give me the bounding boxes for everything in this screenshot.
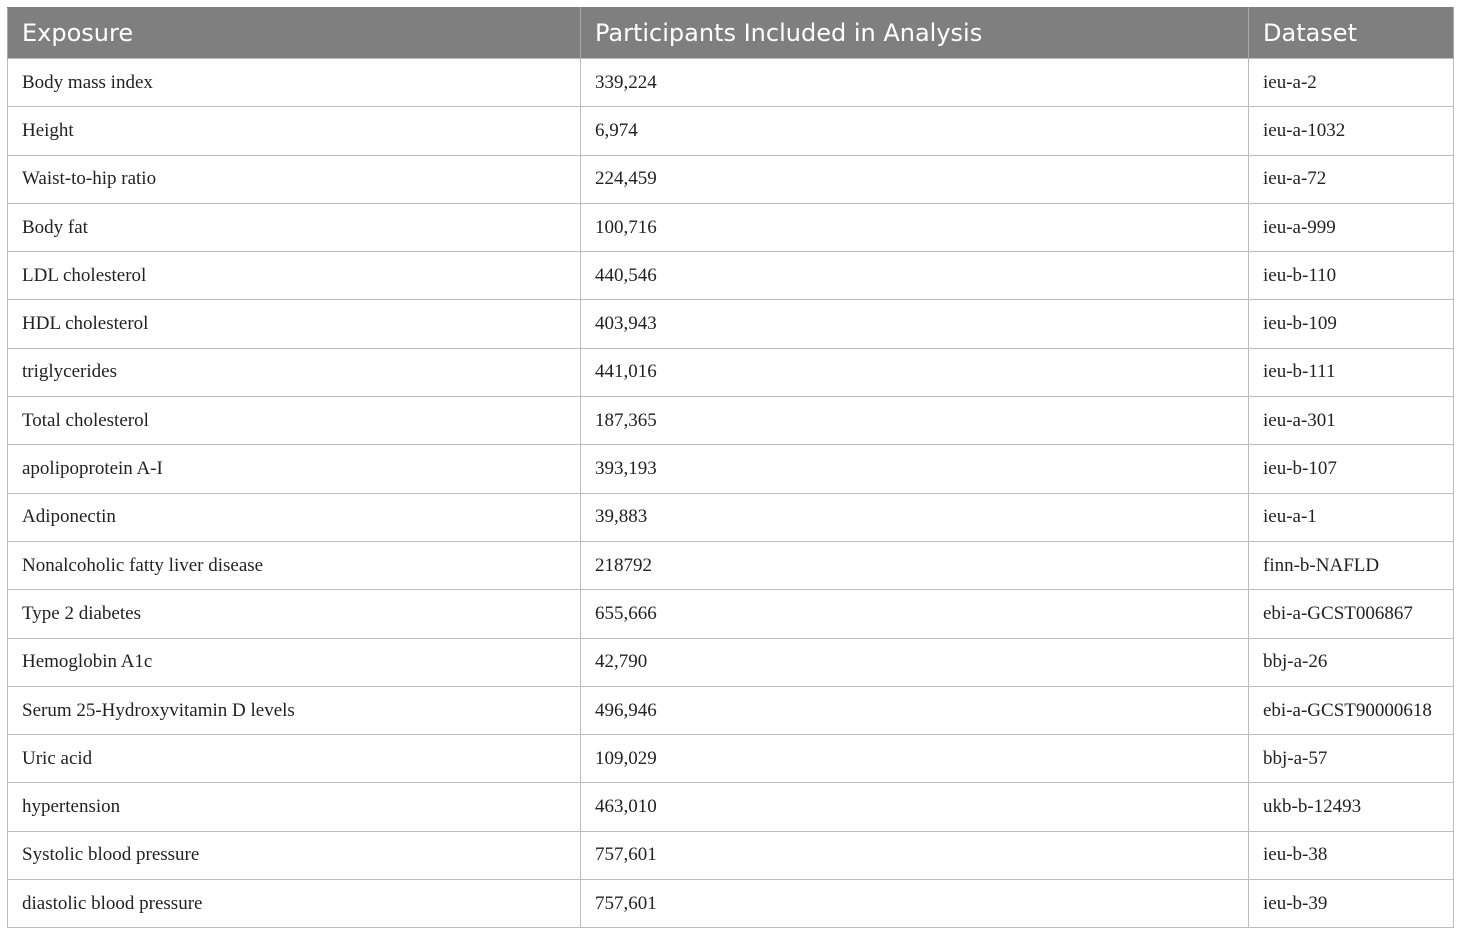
cell-participants: 496,946 bbox=[581, 686, 1249, 734]
table-row bbox=[8, 541, 1454, 589]
cell-exposure: diastolic blood pressure bbox=[8, 880, 581, 928]
table-row bbox=[8, 300, 1454, 348]
table-body bbox=[8, 59, 1454, 928]
cell-dataset: ieu-a-1 bbox=[1249, 493, 1454, 541]
cell-dataset: ieu-b-107 bbox=[1249, 445, 1454, 493]
cell-dataset: ieu-b-38 bbox=[1249, 831, 1454, 879]
cell-exposure: Type 2 diabetes bbox=[8, 590, 581, 638]
cell-dataset: ieu-b-111 bbox=[1249, 348, 1454, 396]
cell-exposure: LDL cholesterol bbox=[8, 252, 581, 300]
cell-exposure: Height bbox=[8, 107, 581, 155]
cell-participants: 42,790 bbox=[581, 638, 1249, 686]
cell-participants: 187,365 bbox=[581, 397, 1249, 445]
cell-participants: 218792 bbox=[581, 541, 1249, 589]
cell-exposure: HDL cholesterol bbox=[8, 300, 581, 348]
cell-dataset: ieu-b-109 bbox=[1249, 300, 1454, 348]
cell-dataset: bbj-a-57 bbox=[1249, 735, 1454, 783]
cell-dataset: ieu-a-72 bbox=[1249, 155, 1454, 203]
cell-dataset: ieu-a-2 bbox=[1249, 59, 1454, 107]
cell-participants: 757,601 bbox=[581, 831, 1249, 879]
cell-participants: 393,193 bbox=[581, 445, 1249, 493]
cell-dataset: ieu-a-1032 bbox=[1249, 107, 1454, 155]
cell-participants: 463,010 bbox=[581, 783, 1249, 831]
cell-exposure: Total cholesterol bbox=[8, 397, 581, 445]
cell-exposure: Body fat bbox=[8, 203, 581, 251]
cell-participants: 100,716 bbox=[581, 203, 1249, 251]
cell-exposure: Adiponectin bbox=[8, 493, 581, 541]
cell-dataset: ebi-a-GCST006867 bbox=[1249, 590, 1454, 638]
table-row bbox=[8, 880, 1454, 928]
cell-participants: 655,666 bbox=[581, 590, 1249, 638]
cell-exposure: hypertension bbox=[8, 783, 581, 831]
table-row bbox=[8, 155, 1454, 203]
cell-exposure: Uric acid bbox=[8, 735, 581, 783]
table-row bbox=[8, 831, 1454, 879]
cell-exposure: Serum 25-Hydroxyvitamin D levels bbox=[8, 686, 581, 734]
table-row bbox=[8, 397, 1454, 445]
cell-exposure: Hemoglobin A1c bbox=[8, 638, 581, 686]
cell-participants: 441,016 bbox=[581, 348, 1249, 396]
cell-dataset: bbj-a-26 bbox=[1249, 638, 1454, 686]
table-row bbox=[8, 252, 1454, 300]
cell-exposure: apolipoprotein A-I bbox=[8, 445, 581, 493]
cell-participants: 339,224 bbox=[581, 59, 1249, 107]
cell-participants: 39,883 bbox=[581, 493, 1249, 541]
table-row bbox=[8, 783, 1454, 831]
cell-participants: 440,546 bbox=[581, 252, 1249, 300]
cell-participants: 224,459 bbox=[581, 155, 1249, 203]
cell-exposure: Systolic blood pressure bbox=[8, 831, 581, 879]
cell-participants: 6,974 bbox=[581, 107, 1249, 155]
exposure-table-container bbox=[7, 7, 1453, 928]
table-header bbox=[8, 8, 1454, 59]
table-row bbox=[8, 590, 1454, 638]
cell-exposure: Waist-to-hip ratio bbox=[8, 155, 581, 203]
cell-dataset: ebi-a-GCST90000618 bbox=[1249, 686, 1454, 734]
cell-participants: 109,029 bbox=[581, 735, 1249, 783]
cell-exposure: triglycerides bbox=[8, 348, 581, 396]
table-row bbox=[8, 107, 1454, 155]
exposure-table bbox=[7, 7, 1454, 928]
cell-participants: 757,601 bbox=[581, 880, 1249, 928]
cell-participants: 403,943 bbox=[581, 300, 1249, 348]
cell-dataset: finn-b-NAFLD bbox=[1249, 541, 1454, 589]
table-row bbox=[8, 203, 1454, 251]
cell-dataset: ukb-b-12493 bbox=[1249, 783, 1454, 831]
table-row bbox=[8, 638, 1454, 686]
table-row bbox=[8, 735, 1454, 783]
cell-dataset: ieu-b-39 bbox=[1249, 880, 1454, 928]
cell-dataset: ieu-a-999 bbox=[1249, 203, 1454, 251]
cell-exposure: Nonalcoholic fatty liver disease bbox=[8, 541, 581, 589]
table-row bbox=[8, 348, 1454, 396]
table-row bbox=[8, 493, 1454, 541]
header-exposure: Exposure bbox=[8, 8, 581, 59]
header-dataset: Dataset bbox=[1249, 8, 1454, 59]
table-row bbox=[8, 445, 1454, 493]
cell-dataset: ieu-a-301 bbox=[1249, 397, 1454, 445]
cell-dataset: ieu-b-110 bbox=[1249, 252, 1454, 300]
table-row bbox=[8, 59, 1454, 107]
header-row bbox=[8, 8, 1454, 59]
cell-exposure: Body mass index bbox=[8, 59, 581, 107]
header-participants: Participants Included in Analysis bbox=[581, 8, 1249, 59]
table-row bbox=[8, 686, 1454, 734]
